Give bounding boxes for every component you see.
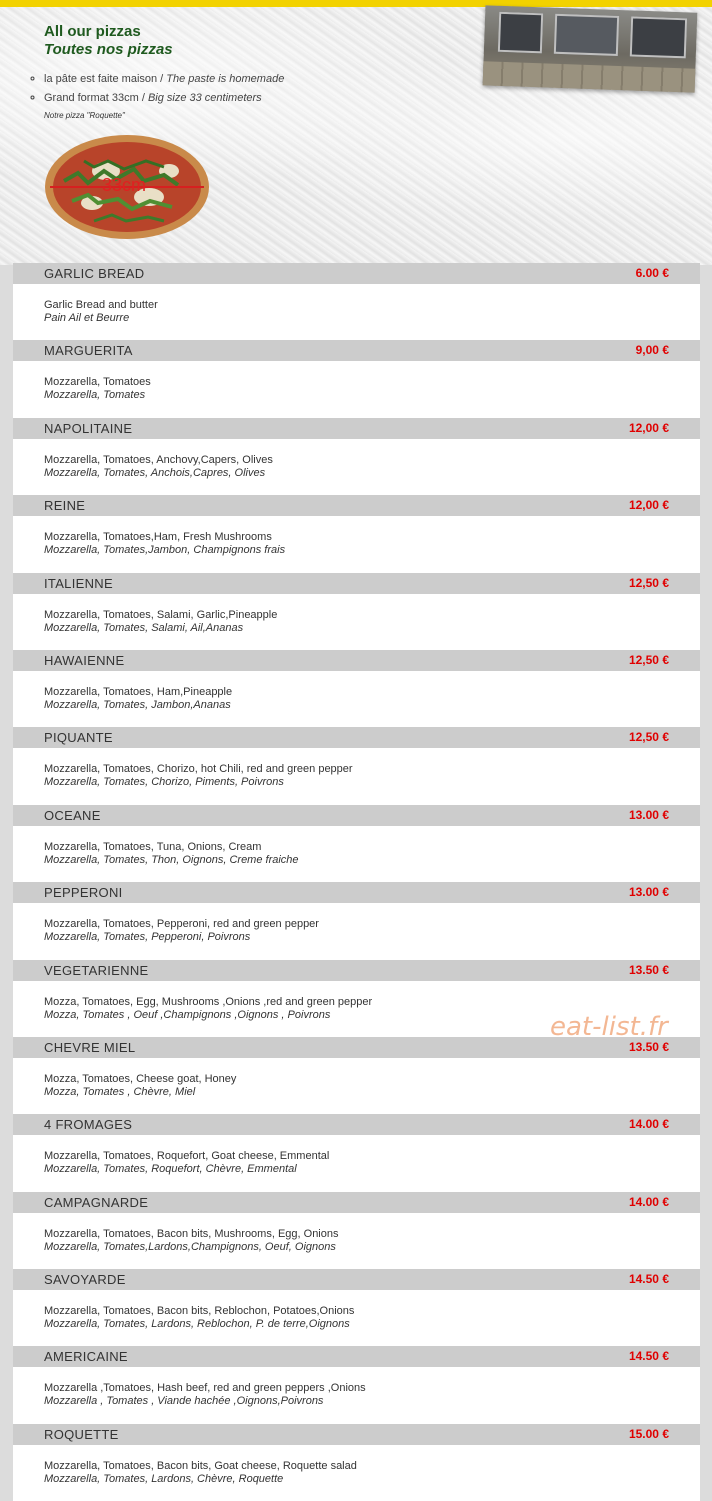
pizza-price: 12,00 € <box>628 498 669 513</box>
menu-item-description <box>13 594 700 650</box>
menu-item-description <box>13 1367 700 1423</box>
menu-header <box>0 7 712 265</box>
menu-item-header <box>13 340 700 361</box>
pizza-price: 12,00 € <box>628 420 669 435</box>
ingredients-french: Mozzarella, Tomates,Jambon, Champignons frais <box>44 544 286 557</box>
menu-item-header <box>13 650 700 671</box>
pizza-name: NAPOLITAINE <box>44 420 133 436</box>
menu-item-description <box>13 748 700 804</box>
top-accent-bar <box>0 0 712 7</box>
ingredients-english: Mozzarella, Tomatoes, Bacon bits, Goat cheese, Roquette salad <box>44 1459 357 1472</box>
menu-item-header <box>13 573 700 594</box>
ingredients-french: Mozzarella, Tomates, Roquefort, Chèvre, Emmental <box>44 1163 297 1176</box>
pizza-price: 12,50 € <box>628 575 669 590</box>
ingredients-french: Mozzarella, Tomates, Thon, Oignons, Creme fraiche <box>44 853 299 866</box>
ingredients-french: Mozzarella, Tomates, Salami, Ail,Ananas <box>44 621 244 634</box>
ingredients-french: Mozzarella, Tomates, Lardons, Reblochon, P. de terre,Oignons <box>44 1318 350 1331</box>
ingredients-french: Mozzarella, Tomates, Chorizo, Piments, Poivrons <box>44 776 284 789</box>
pizza-price: 12,50 € <box>628 730 669 745</box>
watermark: eat-list.fr <box>550 1012 668 1042</box>
pizza-price: 12,50 € <box>628 652 669 667</box>
ingredients-french: Mozzarella, Tomates,Lardons,Champignons, Oeuf, Oignons <box>44 1240 336 1253</box>
pizza-menu <box>13 263 700 1501</box>
menu-item-description <box>13 1058 700 1114</box>
pizza-name: AMERICAINE <box>44 1349 128 1365</box>
info-list <box>28 73 284 111</box>
menu-item-header <box>13 1114 700 1135</box>
pizza-price: 14.50 € <box>628 1349 669 1364</box>
ingredients-english: Mozzarella ,Tomatoes, Hash beef, red and green peppers ,Onions <box>44 1382 366 1395</box>
menu-item-description <box>13 516 700 572</box>
menu-item-header <box>13 882 700 903</box>
ingredients-english: Mozzarella, Tomatoes, Anchovy,Capers, Olives <box>44 453 273 466</box>
menu-item-header <box>13 960 700 981</box>
storefront-photo <box>483 5 698 92</box>
ingredients-english: Mozzarella, Tomatoes, Bacon bits, Mushrooms, Egg, Onions <box>44 1227 339 1240</box>
ingredients-english: Mozzarella, Tomatoes, Chorizo, hot Chili, red and green pepper <box>44 763 353 776</box>
menu-item-description <box>13 439 700 495</box>
menu-item-header <box>13 1424 700 1445</box>
ingredients-english: Mozzarella, Tomatoes, Salami, Garlic,Pineapple <box>44 608 278 621</box>
pizza-name: PIQUANTE <box>44 730 113 746</box>
pizza-name: REINE <box>44 498 86 514</box>
menu-item-description <box>13 1445 700 1501</box>
pizza-name: 4 FROMAGES <box>44 1117 133 1133</box>
menu-item-description <box>13 671 700 727</box>
ingredients-french: Mozzarella, Tomates, Jambon,Ananas <box>44 698 231 711</box>
ingredients-english: Mozzarella, Tomatoes, Ham,Pineapple <box>44 685 233 698</box>
pizza-name: ROQUETTE <box>44 1426 119 1442</box>
menu-item-description <box>13 284 700 340</box>
pizza-price: 13.00 € <box>628 807 669 822</box>
ingredients-french: Mozzarella, Tomates <box>44 389 146 402</box>
menu-item-description <box>13 1290 700 1346</box>
menu-item-header <box>13 418 700 439</box>
pizza-price: 14.00 € <box>628 1194 669 1209</box>
pizza-name: GARLIC BREAD <box>44 266 145 281</box>
pizza-photo <box>44 131 214 251</box>
ingredients-english: Mozzarella, Tomatoes,Ham, Fresh Mushrooms <box>44 531 272 544</box>
ingredients-french: Mozzarella, Tomates, Lardons, Chèvre, Roquette <box>44 1472 284 1485</box>
pizza-name: SAVOYARDE <box>44 1272 126 1288</box>
info-item-size: ◦ Grand format 33cm / Big size 33 centimeters <box>44 92 284 105</box>
pizza-price: 13.50 € <box>628 1039 669 1054</box>
pizza-price: 14.50 € <box>628 1272 669 1287</box>
info-item-homemade: ◦ la pâte est faite maison / The paste is homemade <box>44 73 284 86</box>
ingredients-english: Mozza, Tomatoes, Cheese goat, Honey <box>44 1072 237 1085</box>
ingredients-english: Mozzarella, Tomatoes, Bacon bits, Reblochon, Potatoes,Onions <box>44 1305 355 1318</box>
pizza-name: HAWAIENNE <box>44 652 125 668</box>
pizza-price: 9,00 € <box>635 343 669 358</box>
ingredients-english: Mozza, Tomatoes, Egg, Mushrooms ,Onions ,red and green pepper <box>44 995 373 1008</box>
page-title: All our pizzas <box>44 23 141 40</box>
ingredients-english: Garlic Bread and butter <box>44 299 158 311</box>
menu-item-header <box>13 1346 700 1367</box>
ingredients-french: Mozza, Tomates , Chèvre, Miel <box>44 1085 196 1098</box>
pizza-name: MARGUERITA <box>44 343 133 359</box>
pizza-price: 14.00 € <box>628 1117 669 1132</box>
menu-item-header <box>13 1269 700 1290</box>
menu-item-description <box>13 1213 700 1269</box>
ingredients-english: Mozzarella, Tomatoes <box>44 376 151 389</box>
pizza-price: 15.00 € <box>628 1426 669 1441</box>
menu-item-description <box>13 1135 700 1191</box>
ingredients-english: Mozzarella, Tomatoes, Tuna, Onions, Cream <box>44 840 262 853</box>
pizza-caption: Notre pizza "Roquette" <box>44 111 125 120</box>
pizza-name: PEPPERONI <box>44 885 123 901</box>
menu-item-header <box>13 263 700 284</box>
ingredients-french: Mozza, Tomates , Oeuf ,Champignons ,Oignons , Poivrons <box>44 1008 331 1021</box>
menu-item-header <box>13 805 700 826</box>
pizza-name: VEGETARIENNE <box>44 962 149 978</box>
pizza-size-label: 33cm <box>101 175 147 195</box>
menu-item-header <box>13 727 700 748</box>
ingredients-french: Mozzarella, Tomates, Pepperoni, Poivrons <box>44 931 251 944</box>
page-title-french: Toutes nos pizzas <box>44 41 173 58</box>
ingredients-french: Mozzarella, Tomates, Anchois,Capres, Olives <box>44 466 266 479</box>
pizza-price: 13.00 € <box>628 885 669 900</box>
menu-item-header <box>13 1192 700 1213</box>
pizza-name: OCEANE <box>44 807 101 823</box>
pizza-price: 13.50 € <box>628 962 669 977</box>
pizza-price: 6.00 € <box>635 266 669 280</box>
ingredients-english: Mozzarella, Tomatoes, Roquefort, Goat cheese, Emmental <box>44 1150 330 1163</box>
ingredients-french: Mozzarella , Tomates , Viande hachée ,Oignons,Poivrons <box>44 1395 324 1408</box>
pizza-name: CAMPAGNARDE <box>44 1194 149 1210</box>
ingredients-french: Pain Ail et Beurre <box>44 312 130 324</box>
menu-item-description <box>13 361 700 417</box>
menu-item-description <box>13 826 700 882</box>
menu-item-header <box>13 495 700 516</box>
pizza-name: ITALIENNE <box>44 575 113 591</box>
menu-item-description <box>13 903 700 959</box>
ingredients-english: Mozzarella, Tomatoes, Pepperoni, red and green pepper <box>44 918 319 931</box>
pizza-name: CHEVRE MIEL <box>44 1039 136 1055</box>
